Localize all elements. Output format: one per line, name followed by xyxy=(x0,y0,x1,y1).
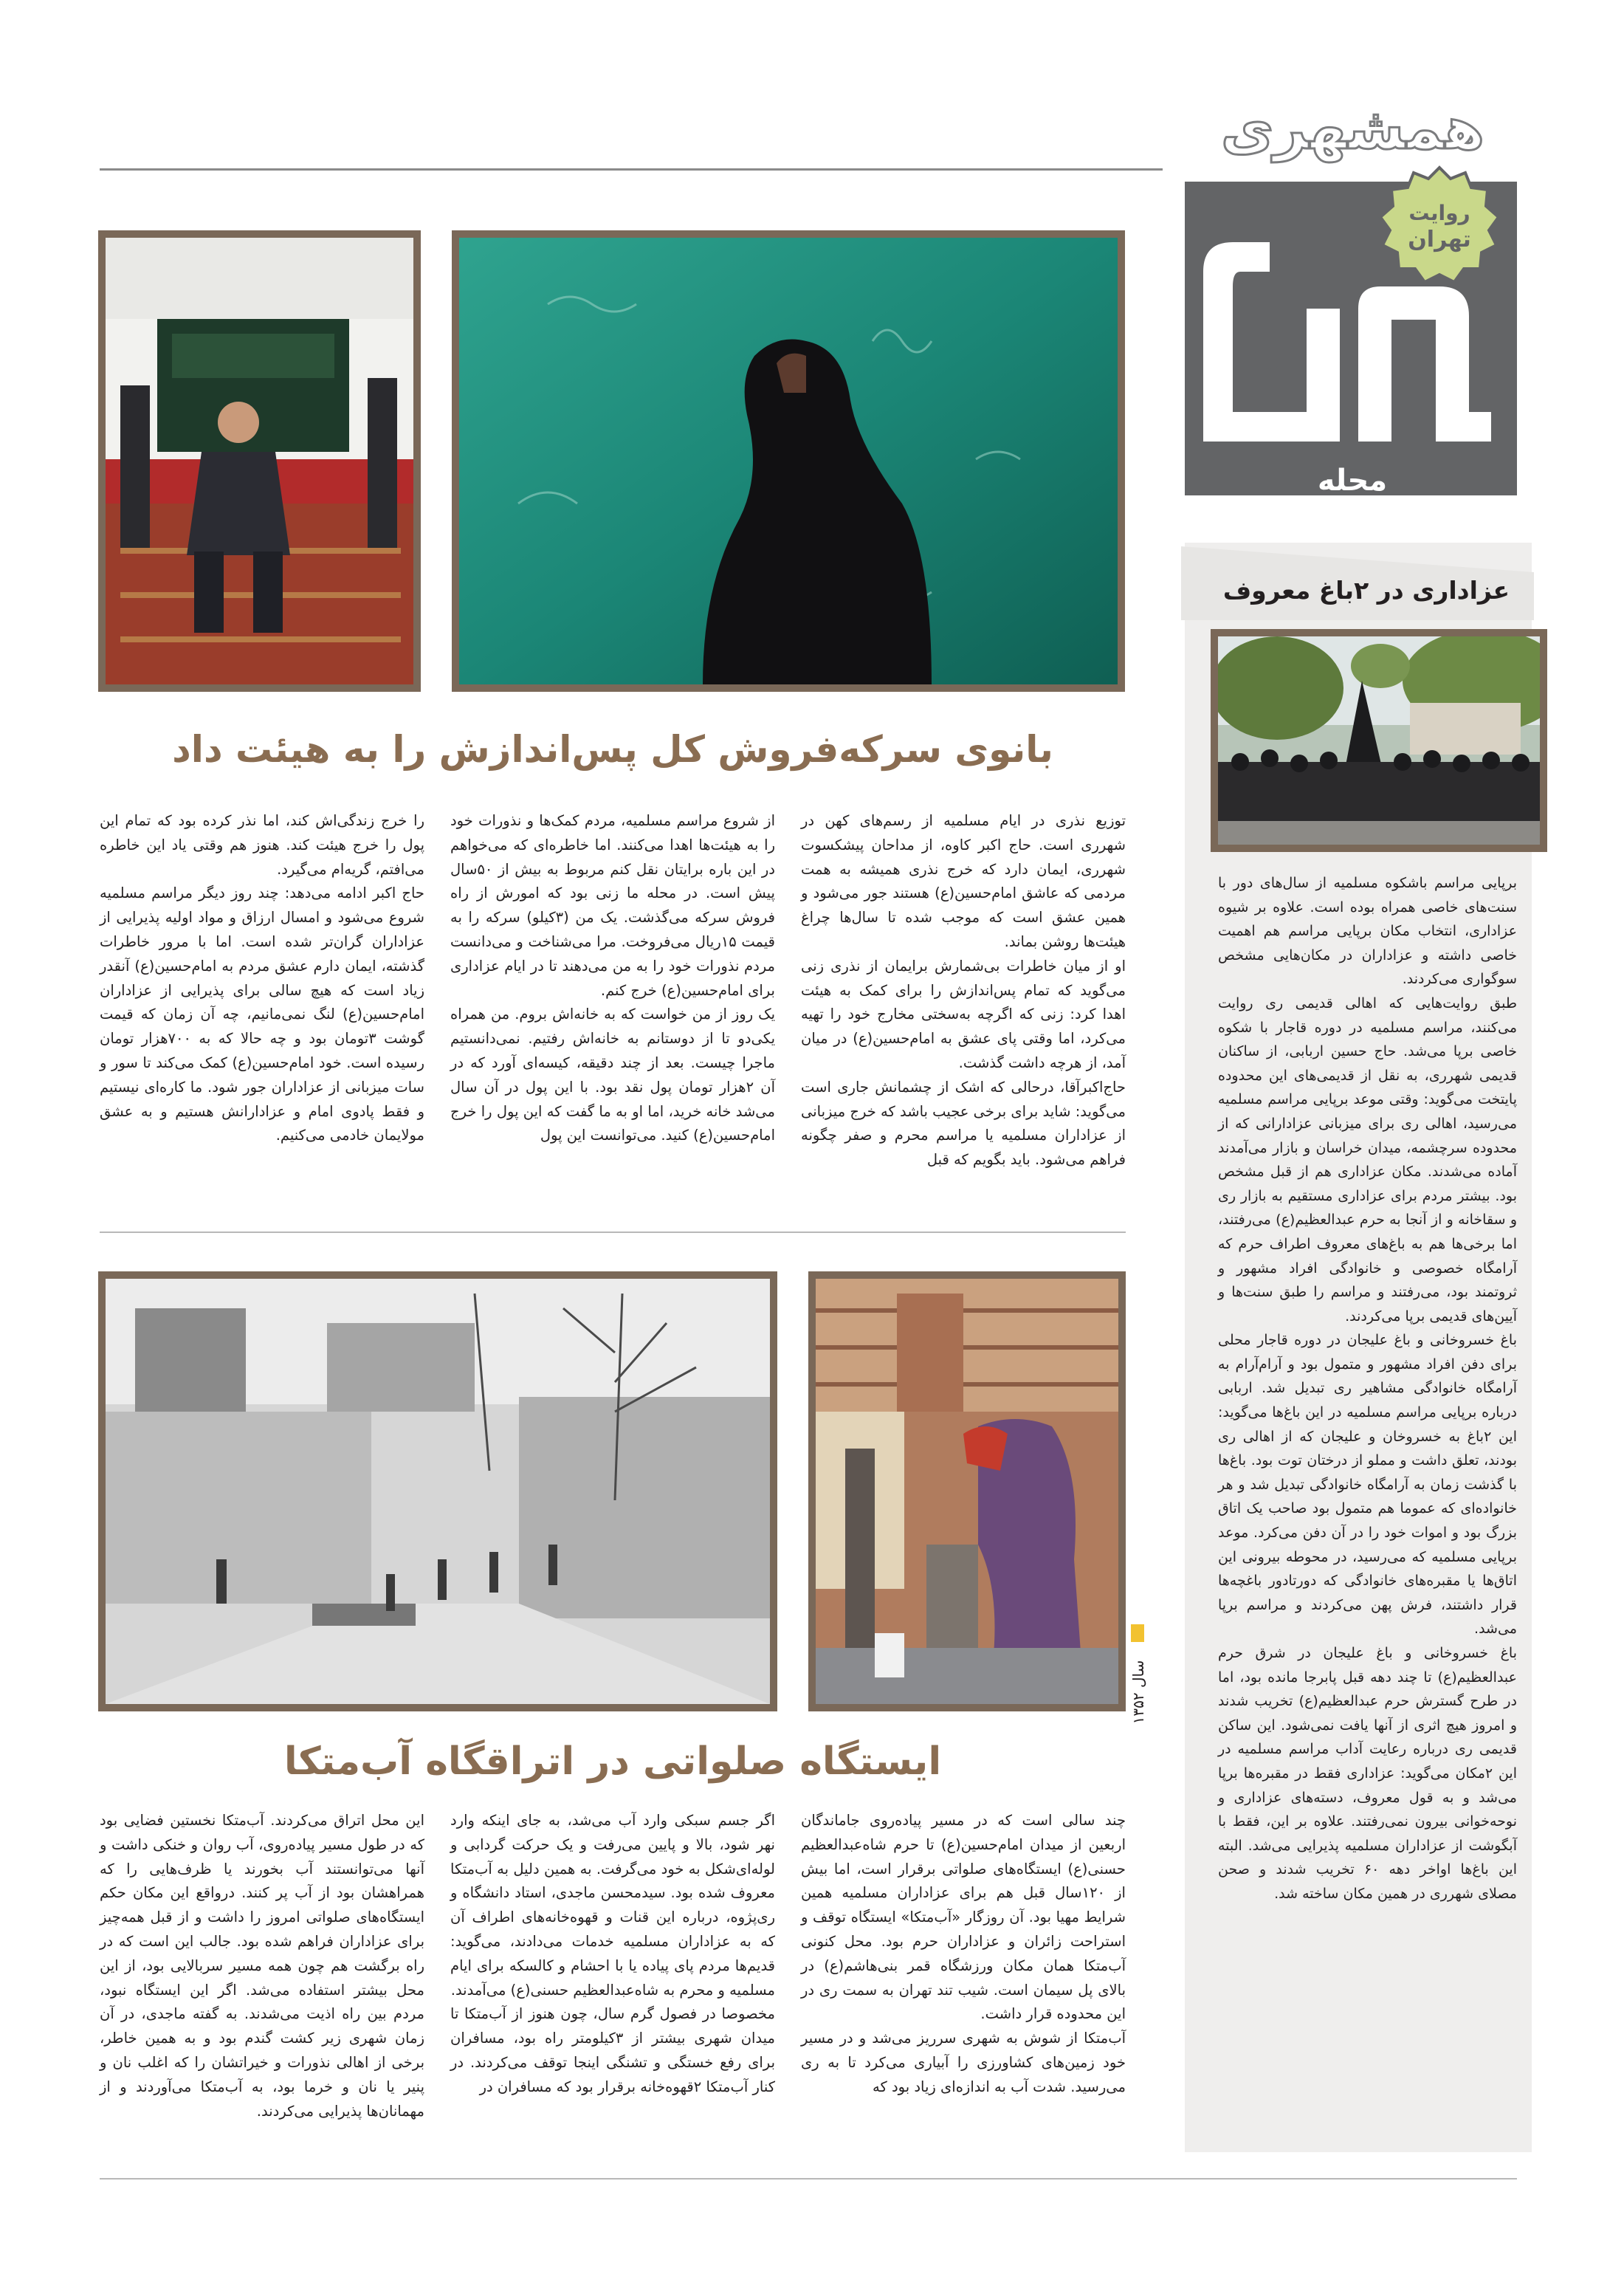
curtain-photo xyxy=(459,238,1118,684)
top-rule xyxy=(100,168,1163,171)
photo-caption: سال ۱۳۵۲ xyxy=(1129,1660,1147,1725)
photo-woman-washing xyxy=(808,1271,1126,1711)
sidebar-photo xyxy=(1211,629,1547,852)
sidebar-title: عزاداری در ۲باغ معروف xyxy=(1222,576,1510,605)
badge-seal xyxy=(1377,164,1502,289)
mid-rule xyxy=(100,1232,1126,1233)
badge-line1: روایت xyxy=(1408,201,1470,225)
village-photo xyxy=(106,1279,770,1704)
section-title: محله xyxy=(1317,464,1388,498)
story2-col2: اگر جسم سبکی وارد آب می‌شد، به جای اینکه وارد نهر شود، بالا و پایین می‌رفت و یک حرکت گردابی و لوله‌ای‌شکل به خود می‌گرفت. به همین دلیل به آب‌متکا معروف شده بود. سیدمحسن ماجدی، استاد دانشگاه و ری‌پژوه، درباره این قنات و قهوه‌خانه‌های اطراف آن که به عزاداران مسلمیه خدمات می‌دادند، می‌گوید: قدیم‌ها مردم پای پیاده یا با احشام و کالسکه برای ایام مسلمیه و محرم به شاه‌عبدالعظیم حسنی(ع) می‌آمدند. مخصوصا در فصول گرم سال، چون هنوز از آب‌متکا تا میدان شهری بیشتر از ۳کیلومتر راه بود، مسافران برای رفع خستگی و تشنگی اینجا توقف می‌کردند. در کنار آب‌متکا ۲قهوه‌خانه برقرار بود که مسافران در xyxy=(450,1812,775,2095)
photo-main-curtain xyxy=(452,230,1125,692)
story1-col3: را خرج زندگی‌اش کند، اما نذر کرده بود که تمام این پول را خرج هیئت کند. هنوز هم وقتی یاد این خاطره می‌افتم، گریه‌ام می‌گیرد. حاج اکبر ادامه می‌دهد: چند روز دیگر مراسم مسلمیه شروع می‌شود و امسال ارزاق و مواد اولیه پذیرایی از عزاداران گران‌تر شده است. اما با مرور خاطرات گذشته، ایمان دارم عشق مردم به امام‌حسین(ع) آنقدر زیاد است که هیچ سالی برای پذیرایی از عزاداران امام‌حسین(ع) لنگ نمی‌مانیم، چه آن زمان که قیمت گوشت ۳تومان بود و چه حالا که به ۷۰۰هزار تومان رسیده است. خود امام‌حسین(ع) کمک می‌کند تا سور و سات میزبانی از عزاداران جور شود. ما کاره‌ای نیستیم و فقط پادوی امام و عزادارانش هستیم و به عشق مولایمان خادمی می‌کنیم. xyxy=(100,812,424,1144)
elder-photo xyxy=(106,238,413,684)
sidebar-body: برپایی مراسم باشکوه مسلمیه از سال‌های دور با سنت‌های خاصی همراه بوده است. علاوه بر شیوه عزاداری، انتخاب مکان برپایی مراسم هم اهمیت خاصی داشته و عزاداران در مکان‌هایی مشخص سوگواری می‌کردند. طبق روایت‌هایی که اهالی قدیمی ری روایت می‌کنند، مراسم مسلمیه در دوره قاجار با شکوه خاصی برپا می‌شد. حاج حسین اربابی، از ساکنان قدیمی شهرری، به نقل از قدیمی‌های این محدوده پایتخت می‌گوید: وقتی موعد برپایی مراسم مسلمیه می‌رسید، اهالی ری برای میزبانی عزادارانی که از محدوده سرچشمه، میدان خراسان و بازار می‌آمدند آماده می‌شدند. مکان عزاداری هم از قبل مشخص بود. بیشتر مردم برای عزاداری مستقیم به بازار ری و سقاخانه و از آنجا به حرم عبدالعظیم(ع) می‌رفتند، اما برخی‌ها هم به باغ‌های معروف اطراف حرم که آرامگاه خصوصی و خانوادگی افراد مشهور و ثروتمند بود، می‌رفتند و مراسم را طبق سنت‌ها و آیین‌های قدیمی برپا می‌کردند. باغ خسروخانی و باغ علیجان در دوره قاجار محلی برای دفن افراد مشهور و متمول بود و آرام‌آرام به آرامگاه خانوادگی مشاهیر ری تبدیل شد. اربابی درباره برپایی مراسم مسلمیه در این باغ‌ها می‌گوید: این ۲باغ به خسروخان و علیجان که از اهالی ری بودند، تعلق داشت و مملو از درختان توت بود. باغ‌ها با گذشت زمان به آرامگاه خانوادگی تبدیل شد و هر خانواده‌ای که عموما هم متمول بود صاحب یک اتاق بزرگ بود و اموات خود را در آن دفن می‌کرد. موعد برپایی مسلمیه که می‌رسید، در محوطه بیرونی این اتاق‌ها یا مقبره‌های خانوادگی که دورتادور باغچه‌ها قرار داشتند، فرش پهن می‌کردند و مراسم برپا می‌شد. باغ خسروخانی و باغ علیجان در شرق حرم عبدالعظیم(ع) تا چند دهه قبل پابرجا مانده بود، اما در طرح گسترش حرم عبدالعظیم(ع) تخریب شدند و امروز هیچ اثری از آنها یافت نمی‌شود. این ساکن قدیمی ری درباره رعایت آداب مراسم مسلمیه در این ۲مکان می‌گوید: عزاداری فقط در مقبره‌ها برپا می‌شد و به قول معروف، دسته‌های عزاداری و نوحه‌خوانی بیرون نمی‌رفتند. علاوه بر این، فقط با آبگوشت از عزاداران مسلمیه پذیرایی می‌شد. البته این باغ‌ها اواخر دهه ۶۰ تخریب شدند و صحن مصلای شهرری در همین مکان ساخته شد. xyxy=(1218,875,1517,1902)
story2-col1: چند سالی است که در مسیر پیاده‌روی جاماندگان اربعین از میدان امام‌حسین(ع) تا حرم شاه‌عبدالعظیم حسنی(ع) ایستگاه‌های صلواتی برقرار است، اما بیش از ۱۲۰سال قبل هم برای عزاداران مسلمیه همین شرایط مهیا بود. آن روزگار «آب‌متکا» ایستگاه توقف و استراحت زائران و عزاداران حرم بود. محل کنونی آب‌متکا همان مکان ورزشگاه قمر بنی‌هاشم(ع) در بالای پل سیمان است. شیب تند تهران به سمت ری در این محدوده قرار داشت. آب‌متکا از شوش به شهری سرریز می‌شد و در مسیر خود زمین‌های کشاورزی را آبیاری می‌کرد تا به ری می‌رسید. شدت آب به اندازه‌ای زیاد بود که xyxy=(801,1812,1126,2095)
mourners-photo xyxy=(1218,636,1540,845)
photo-old-village xyxy=(98,1271,777,1711)
series-title: همشهری xyxy=(1220,96,1485,162)
washing-photo xyxy=(816,1279,1118,1704)
story1-col2: از شروع مراسم مسلمیه، مردم کمک‌ها و نذورات خود را به هیئت‌ها اهدا می‌کنند. اما خاطره‌ای که می‌خواهم در این باره برایتان نقل کنم مربوط به بیش از ۵۰سال پیش است. در محله ما زنی بود که امورش از راه فروش سرکه می‌گذشت. یک من (۳کیلو) سرکه را به قیمت ۱۵ریال می‌فروخت. مرا می‌شناخت و می‌دانست مردم نذورات خود را به من می‌دهند تا در ایام عزاداری برای امام‌حسین(ع) خرج کنم. یک روز از من خواست که به خانه‌اش بروم. من همراه یکی‌دو تا از دوستانم به خانه‌اش رفتیم. نمی‌دانستیم ماجرا چیست. بعد از چند دقیقه، کیسه‌ای آورد که در آن ۲هزار تومان پول نقد بود. با این پول در آن سال می‌شد خانه خرید، اما او به ما گفت که این پول را خرج امام‌حسین(ع) کنید. می‌توانست این پول xyxy=(450,812,775,1144)
bottom-rule xyxy=(100,2178,1517,2179)
badge-line2: تهران xyxy=(1408,227,1471,253)
photo-man-seated xyxy=(98,230,421,692)
masthead xyxy=(1181,96,1524,509)
story1-col1: توزیع نذری در ایام مسلمیه از رسم‌های کهن در شهرری است. حاج اکبر کاوه، از مداحان پیشکسوت شهرری، ایمان دارد که خرج نذری همیشه به همت مردمی که عاشق امام‌حسین(ع) هستند جور می‌شود و همین عشق است که موجب شده تا سال‌ها چراغ هیئت‌ها روشن بماند. او از میان خاطرات بی‌شمارش برایمان از نذری زنی می‌گوید که تمام پس‌اندازش را برای کمک به هیئت اهدا کرد: زنی که اگرچه به‌سختی مخارج خود را تهیه می‌کرد، اما وقتی پای عشق به امام‌حسین(ع) در میان آمد، از هرچه داشت گذشت. حاج‌اکبرآقا، درحالی که اشک از چشمانش جاری است می‌گوید: شاید برای برخی عجیب باشد که خرج میزبانی از عزاداران مسلمیه یا مراسم محرم و صفر چگونه فراهم می‌شود. باید بگویم که قبل xyxy=(801,812,1126,1169)
story1-headline: بانوی سرکه‌فروش کل پس‌اندازش را به هیئت داد xyxy=(172,728,1053,771)
story2-headline: ایستگاه صلواتی در اتراقگاه آب‌متکا xyxy=(283,1739,942,1784)
story2-col3: این محل اتراق می‌کردند. آب‌متکا نخستین فضایی بود که در طول مسیر پیاده‌روی، آب روان و خنکی داشت و آنها می‌توانستند آب بخورند یا ظرف‌هایی را که همراهشان بود از آب پر کنند. درواقع این مکان حکم ایستگاه‌های صلواتی امروز را داشت و از قبل همه‌چیز برای عزاداران فراهم شده بود. جالب این است که در راه برگشت هم چون همه مسیر سربالایی بود، از این محل بیشتر استفاده می‌شد. اگر این ایستگاه نبود، مردم بین راه اذیت می‌شدند. به گفته ماجدی، در آن زمان شهری زیر کشت گندم بود و به همین خاطر، برخی از اهالی نذورات و خیراتشان را که اغلب نان و پنیر یا نان و خرما بود، به آب‌متکا می‌آوردند و از مهمانان‌ها پذیرایی می‌کردند. xyxy=(100,1812,424,2120)
